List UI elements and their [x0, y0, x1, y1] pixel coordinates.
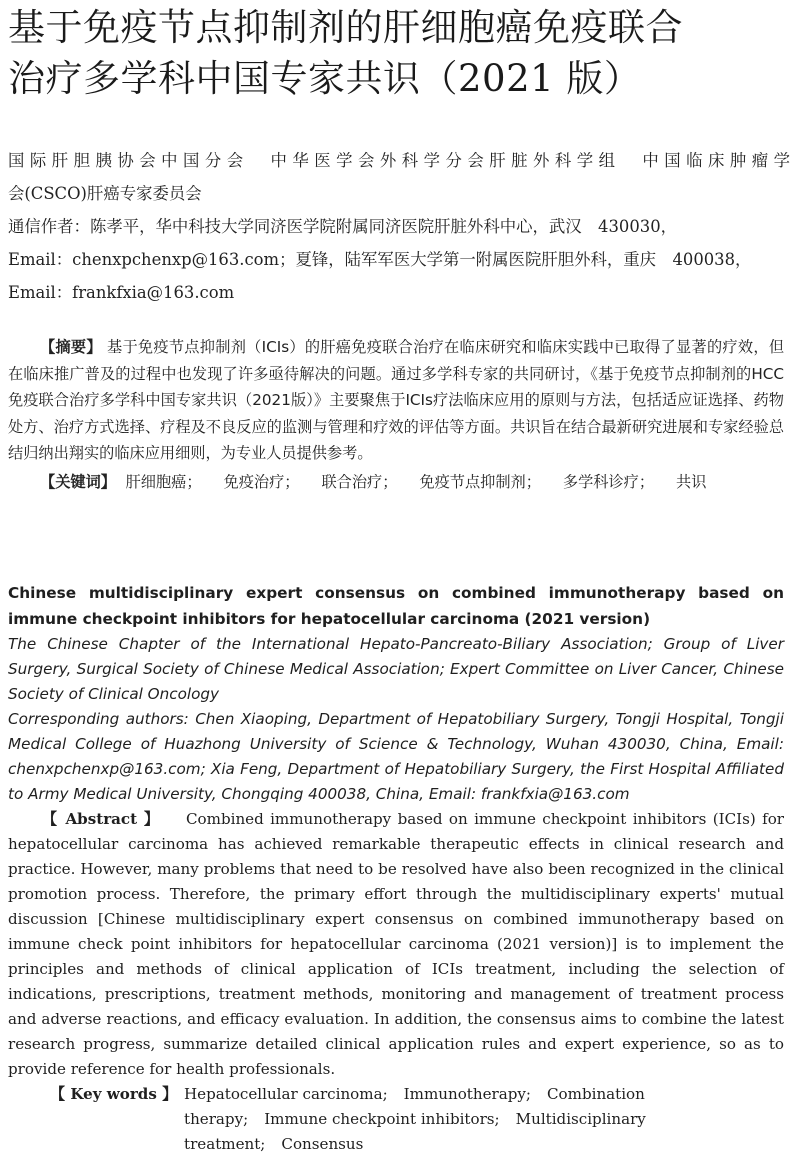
keyword-en: Immunotherapy; [403, 1085, 531, 1103]
keywords-en [8, 1082, 784, 1157]
abstract-cn [8, 334, 784, 495]
keyword-cn: 免疫治疗； [223, 472, 300, 491]
abstract-cn-paragraph [8, 334, 784, 467]
keyword-cn: 肝细胞癌； [125, 472, 202, 491]
corresponding-line-3: Email：frankfxia@163.com [8, 283, 235, 302]
abstract-en-label: 【 Abstract 】 [42, 810, 161, 828]
keyword-cn: 联合治疗； [321, 472, 398, 491]
keyword-en: Combination therapy; [184, 1085, 645, 1128]
author-affiliations-cn [8, 144, 790, 309]
keyword-en: Immune checkpoint inhibitors; [264, 1110, 500, 1128]
abstract-cn-label: 【摘要】 [40, 338, 102, 356]
keywords-en-label: 【 Key words 】 [50, 1085, 178, 1103]
article-title-en: Chinese multidisciplinary expert consensus on combined immunotherapy based on immune checkpoint inhibitors for hepatocellular carcinoma (2021 version) [8, 584, 784, 628]
english-section [8, 580, 784, 1157]
keywords-cn-label: 【关键词】 [40, 472, 116, 491]
keywords-en-list [184, 1082, 784, 1157]
corresponding-line-1: 通信作者：陈孝平，华中科技大学同济医学院附属同济医院肝脏外科中心，武汉 430030， [8, 217, 678, 236]
keyword-en: Consensus [281, 1135, 364, 1153]
abstract-en-text: Combined immunotherapy based on immune checkpoint inhibitors (ICIs) for hepatocellular carcinoma has achieved remarkable therapeutic effects in clinical research and practice. However, many problems that need to be resolved have also been recognized in the clinical promotion process. Therefore, the primary effort through the multidisciplinary experts' mutual discussion [Chinese multidisciplinary expert consensus on combined immunotherapy based on immune check point inhibitors for hepatocellular carcinoma (2021 version)] is to implement the principles and methods of clinical application of ICIs treatment, including the selection of indications, prescriptions, treatment methods, monitoring and management of treatment process and adverse reactions, and efficacy evaluation. In addition, the consensus aims to combine the latest research progress, summarize detailed clinical application rules and expert experience, so as to provide reference for health professionals. [8, 810, 784, 1078]
keywords-cn [8, 469, 784, 496]
abstract-cn-text: 基于免疫节点抑制剂（ICIs）的肝癌免疫联合治疗在临床研究和临床实践中已取得了显著的疗效，但在临床推广普及的过程中也发现了许多亟待解决的问题。通过多学科专家的共同研讨，《基于免疫节点抑制剂的HCC免疫联合治疗多学科中国专家共识（2021版）》主要聚焦于ICIs疗法临床应用的原则与方法，包括适应证选择、药物处方、治疗方式选择、疗程及不良反应的监测与管理和疗效的评估等方面。共识旨在结合最新研究进展和专家经验总结归纳出翔实的临床应用细则，为专业人员提供参考。 [8, 338, 785, 462]
keyword-cn: 多学科诊疗； [562, 472, 655, 491]
organizations-line-2: 会(CSCO)肝癌专家委员会 [8, 184, 202, 203]
keyword-cn: 免疫节点抑制剂； [419, 472, 541, 491]
article-title-cn [8, 2, 792, 104]
organizations-en: The Chinese Chapter of the International Hepato-Pancreato-Biliary Association; Group of Liver Surgery, Surgical Society of Chinese Medical Association; Expert Committee on Liver Cancer, Chinese Society of Clinical Oncology [8, 635, 784, 703]
title-line-1: 基于免疫节点抑制剂的肝细胞癌免疫联合 [8, 6, 683, 49]
title-line-2: 治疗多学科中国专家共识（2021 版） [8, 57, 642, 100]
keyword-en: Multidisciplinary treatment; [184, 1110, 646, 1153]
corresponding-en: Corresponding authors: Chen Xiaoping, Department of Hepatobiliary Surgery, Tongji Hospital, Tongji Medical College of Huazhong University of Science & Technology, Wuhan 430030, China, Email: chenxpchenxp@163.com; Xia Feng, Department of Hepatobiliary Surgery, the First Hospital Affiliated to Army Medical University, Chongqing 400038, China, Email: frankfxia@163.com [8, 710, 784, 803]
keyword-cn: 共识 [676, 472, 707, 491]
keyword-en: Hepatocellular carcinoma; [184, 1085, 388, 1103]
abstract-en [8, 807, 784, 1082]
corresponding-line-2: Email：chenxpchenxp@163.com；夏锋，陆军军医大学第一附属医院肝胆外科，重庆 400038， [8, 250, 752, 269]
organizations-line-1: 国际肝胆胰协会中国分会 中华医学会外科学分会肝脏外科学组 中国临床肿瘤学 [8, 151, 790, 170]
